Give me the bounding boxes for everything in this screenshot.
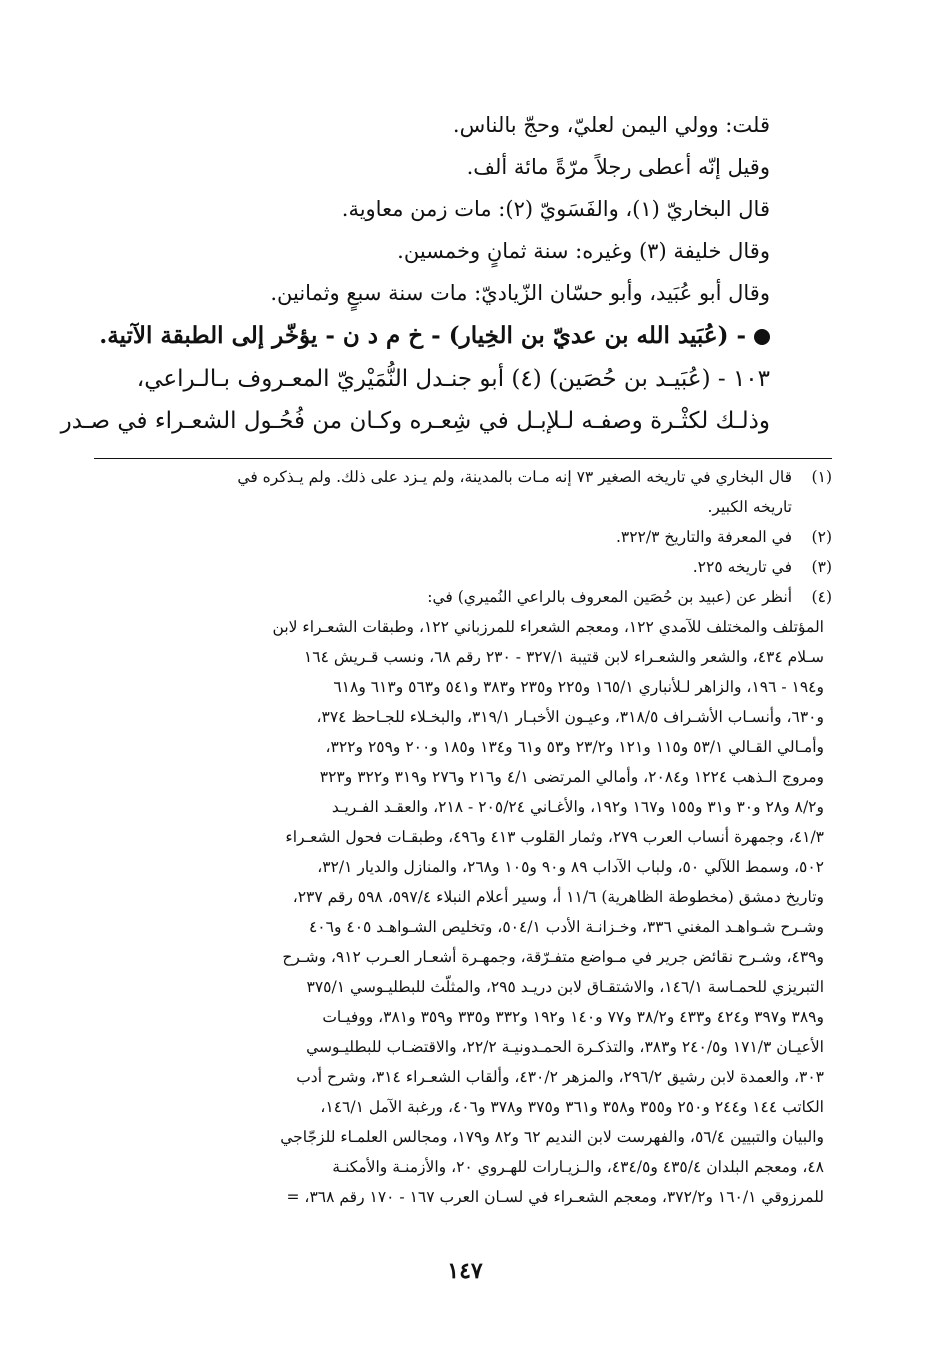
footnote-4-line: والبيان والتبيين ٥٦/٤، والفهرست لابن النديم ٦٢ و٨٢ و١٧٩، ومجالس العلمـاء للزجّاجي [280,1128,824,1146]
footnote-separator [94,458,832,459]
entry-103-continuation: وذلـك لكثْـرة وصفـه لـلإبـل في شِعـره وكـان من فُحُـول الشعـراء في صـدر [60,408,770,434]
footnote-4-line: وتاريخ دمشق (مخطوطة الظاهرية) ١١/٦ أ، وسير أعلام النبلاء ٥٩٧/٤، ٥٩٨ رقم ٢٣٧، [292,888,824,906]
footnote-number: (٢) [811,528,832,546]
entry-103-heading: ١٠٣ - (عُبَيـد بن حُصَين) (٤) أبو جنـدل النُّمَيْريّ المعـروف بـالـراعي، [136,366,770,392]
footnote-text: أنظر عن (عبيد بن حُصَين المعروف بالراعي النُميري) في: [427,588,792,606]
text-line: قلت: وولي اليمن لعليّ، وحجّ بالناس. [452,113,770,137]
footnote-4-line: ٤١/٣، وجمهرة أنساب العرب ٢٧٩، وثمار القلوب ٤١٣ و٤٩٦، وطبقـات فحول الشعـراء [285,828,824,846]
footnote-4-line: و٦٣٠، وأنسـاب الأشـراف ٣١٨/٥، وعيـون الأخبـار ٣١٩/١، والبخـلاء للجـاحظ ٣٧٤، [316,708,824,726]
footnote-1-cont: تاريخه الكبير. [707,498,792,516]
text-line: وقال أبو عُبَيد، وأبو حسّان الزّياديّ: مات سنة سبعٍ وثمانين. [270,281,770,305]
footnote-4-line: ٥٠٢، وسمط اللآلي ٥٠، ولباب الآداب ٨٩ و٩٠ و١٠٥ و٢٦٨، والمنازل والديار ٣٢/١، [317,858,824,876]
footnote-4-line: و٤٣٩، وشـرح نقائض جرير في مـواضع متفـرّقة، وجمهـرة أشعـار العـرب ٩١٢، وشـرح [282,948,824,966]
footnote-text: في تاريخه ٢٢٥. [692,558,792,576]
footnote-2 [94,522,832,552]
footnote-4-line: و٣٨٩ و٣٩٧ و٤٢٤ و٤٣٣ و٣٨/٢ و٧٧ و١٤٠ و١٩٢ و٣٣٢ و٣٣٥ و٣٥٩ و٣٨١، ووفيـات [322,1008,824,1026]
footnote-1 [94,462,832,492]
bullet-icon [754,329,770,345]
footnote-4-line: الأعيـان ١٧١/٣ و٢٤٠/٥ و٣٨٣، والتذكـرة الحمـدونيـة ٢٢/٢، والاقتضـاب للبطليـوسي [306,1038,824,1056]
footnote-3 [94,552,832,582]
footnote-4-line: وشـرح شـواهـد المغني ٣٣٦، وخـزانـة الأدب ٥٠٤/١، وتخليص الشـواهـد ٤٠٥ و٤٠٦ [308,918,824,936]
footnote-4 [94,582,832,612]
footnote-number: (٣) [811,558,832,576]
text-line: قال البخاريّ (١)، والفَسَويّ (٢): مات زمن معاوية. [341,197,770,221]
footnote-4-line: سـلام ٤٣٤، والشعر والشعـراء لابن قتيبة ٣٢٧/١ - ٢٣٠ رقم ٦٨، ونسب قـريش ١٦٤ [303,648,824,666]
main-text [60,104,770,442]
text-line: وقيل إنّه أعطى رجلاً مرّةً مائة ألف. [466,155,770,179]
footnote-4-line: ومروج الـذهب ١٢٢٤ و٢٠٨٤، وأمالي المرتضى ٤/١ و٢١٦ و٢٧٦ و٣١٩ و٣٢٢ و٣٢٣ [319,768,824,786]
footnote-4-line: و١٩٤ - ١٩٦، والزاهر لـلأنباري ١٦٥/١ و٢٢٥ و٢٣٥ و٣٨٣ و٥٤١ و٥٦٣ و٦١٣ و٦١٨ [333,678,824,696]
text-line: وقال خليفة (٣) وغيره: سنة ثمانٍ وخمسين. [397,239,770,263]
footnote-4-line: وأمـالي القـالي ٥٣/١ و١١٥ و١٢١ و٢٣/٢ و٥٣ و٦١ و١٣٤ و١٨٥ و٢٠٠ و٢٥٩ و٣٢٢، [325,738,824,756]
footnote-4-line: ٤٨، ومعجم البلدان ٤٣٥/٤ و٤٣٤/٥، والـزيـارات للهـروي ٢٠، والأزمنـة والأمكنـة [332,1158,824,1176]
entry-bullet-text: - (عُبَيد الله بن عديّ بن الخِيار) - خ م د ن - يؤخّر إلى الطبقة الآتية. [99,322,746,349]
footnote-4-line: ٣٠٣، والعمدة لابن رشيق ٢٩٦/٢، والمزهر ٤٣٠/٢، وألقاب الشعـراء ٣١٤، وشرح أدب [296,1068,824,1086]
footnote-number: (١) [811,468,832,486]
footnote-4-line: للمرزوقي ١٦٠/١ و٣٧٢/٢، ومعجم الشعـراء في لسـان العرب ١٦٧ - ١٧٠ رقم ٣٦٨، = [286,1188,824,1206]
page-number: ١٤٧ [447,1258,483,1284]
footnote-4-line: المؤتلف والمختلف للآمدي ١٢٢، ومعجم الشعراء للمرزباني ١٢٢، وطبقات الشعـراء لابن [272,618,824,636]
footnote-4-line: التبريزي للحمـاسة ١٤٦/١، والاشتقـاق لابن دريـد ٢٩٥، والمثلّث للبطليـوسي ٣٧٥/١ [306,978,824,996]
footnote-number: (٤) [811,588,832,606]
footnote-text: قال البخاري في تاريخه الصغير ٧٣ إنه مـات بالمدينة، ولم يـزد على ذلك. ولم يـذكره في [237,468,792,486]
footnote-text: في المعرفة والتاريخ ٣٢٢/٣. [615,528,792,546]
footnotes [94,462,832,1212]
footnote-4-line: الكاتب ١٤٤ و٢٤٤ و٢٥٠ و٣٥٥ و٣٥٨ و٣٦١ و٣٧٥ و٣٧٨ و٤٠٦، ورغبة الآمل ١٤٦/١، [320,1098,824,1116]
entry-bullet-line [99,314,770,358]
footnote-4-line: و٨/٢ و٢٨ و٣٠ و٣١ و١٥٥ و١٦٧ و١٩٢، والأغـاني ٢٠٥/٢٤ - ٢١٨، والعقـد الفـريـد [331,798,824,816]
